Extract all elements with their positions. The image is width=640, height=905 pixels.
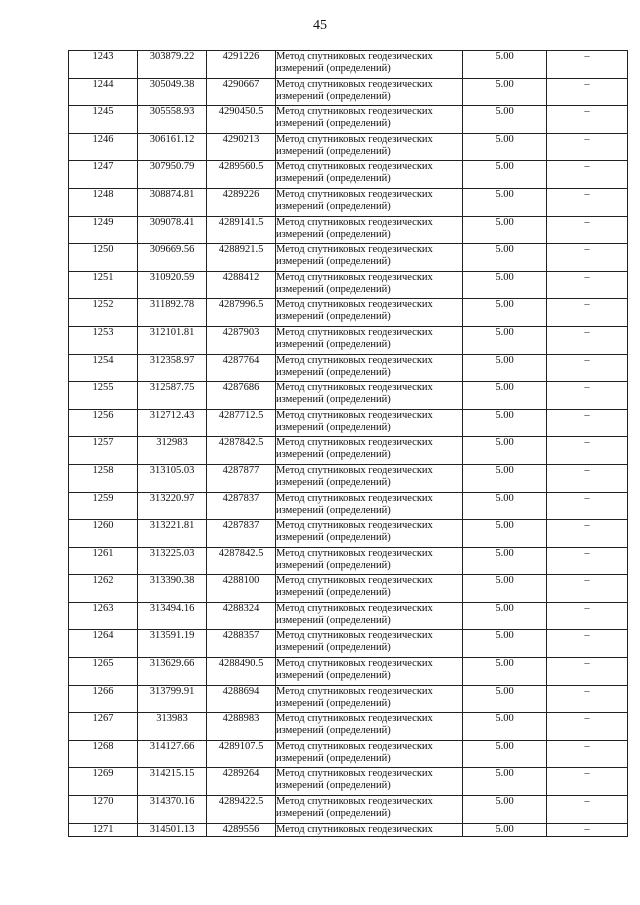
method-cell: Метод спутниковых геодезических измерений (определений) xyxy=(276,51,463,79)
table-row xyxy=(69,409,628,437)
x-coordinate-cell: 308874.81 xyxy=(138,188,207,216)
x-coordinate-cell: 313105.03 xyxy=(138,464,207,492)
table-row xyxy=(69,713,628,741)
x-coordinate-cell: 313390.38 xyxy=(138,575,207,603)
table-row xyxy=(69,630,628,658)
x-coordinate-cell: 314215.15 xyxy=(138,768,207,796)
method-cell: Метод спутниковых геодезических измерений (определений) xyxy=(276,437,463,465)
x-coordinate-cell: 309669.56 xyxy=(138,244,207,272)
note-cell: – xyxy=(547,51,628,79)
table-row xyxy=(69,685,628,713)
method-cell: Метод спутниковых геодезических измерений (определений) xyxy=(276,575,463,603)
point-number-cell: 1268 xyxy=(69,740,138,768)
point-number-cell: 1263 xyxy=(69,602,138,630)
x-coordinate-cell: 313629.66 xyxy=(138,658,207,686)
x-coordinate-cell: 306161.12 xyxy=(138,133,207,161)
y-coordinate-cell: 4289264 xyxy=(207,768,276,796)
x-coordinate-cell: 312983 xyxy=(138,437,207,465)
x-coordinate-cell: 313799.91 xyxy=(138,685,207,713)
method-cell: Метод спутниковых геодезических измерений (определений) xyxy=(276,547,463,575)
y-coordinate-cell: 4290450.5 xyxy=(207,106,276,134)
note-cell: – xyxy=(547,244,628,272)
point-number-cell: 1250 xyxy=(69,244,138,272)
table-row xyxy=(69,188,628,216)
table-row xyxy=(69,299,628,327)
table-row xyxy=(69,326,628,354)
note-cell: – xyxy=(547,492,628,520)
accuracy-cell: 5.00 xyxy=(463,409,547,437)
table-row xyxy=(69,437,628,465)
accuracy-cell: 5.00 xyxy=(463,520,547,548)
method-cell: Метод спутниковых геодезических измерений (определений) xyxy=(276,713,463,741)
method-cell: Метод спутниковых геодезических измерений (определений) xyxy=(276,382,463,410)
method-cell: Метод спутниковых геодезических измерений (определений) xyxy=(276,78,463,106)
y-coordinate-cell: 4289422.5 xyxy=(207,796,276,824)
accuracy-cell: 5.00 xyxy=(463,216,547,244)
table-row xyxy=(69,658,628,686)
accuracy-cell: 5.00 xyxy=(463,51,547,79)
table-row xyxy=(69,796,628,824)
note-cell: – xyxy=(547,602,628,630)
y-coordinate-cell: 4287877 xyxy=(207,464,276,492)
note-cell: – xyxy=(547,630,628,658)
method-cell: Метод спутниковых геодезических измерений (определений) xyxy=(276,630,463,658)
point-number-cell: 1243 xyxy=(69,51,138,79)
x-coordinate-cell: 307950.79 xyxy=(138,161,207,189)
point-number-cell: 1252 xyxy=(69,299,138,327)
method-cell: Метод спутниковых геодезических измерений (определений) xyxy=(276,326,463,354)
point-number-cell: 1262 xyxy=(69,575,138,603)
y-coordinate-cell: 4287837 xyxy=(207,492,276,520)
method-cell: Метод спутниковых геодезических измерений (определений) xyxy=(276,299,463,327)
accuracy-cell: 5.00 xyxy=(463,188,547,216)
x-coordinate-cell: 312587.75 xyxy=(138,382,207,410)
method-cell: Метод спутниковых геодезических измерений (определений) xyxy=(276,768,463,796)
table-row xyxy=(69,740,628,768)
x-coordinate-cell: 313225.03 xyxy=(138,547,207,575)
table-row xyxy=(69,133,628,161)
point-number-cell: 1269 xyxy=(69,768,138,796)
table-row xyxy=(69,464,628,492)
note-cell: – xyxy=(547,713,628,741)
note-cell: – xyxy=(547,796,628,824)
method-cell: Метод спутниковых геодезических измерений (определений) xyxy=(276,492,463,520)
point-number-cell: 1259 xyxy=(69,492,138,520)
y-coordinate-cell: 4288324 xyxy=(207,602,276,630)
y-coordinate-cell: 4288694 xyxy=(207,685,276,713)
accuracy-cell: 5.00 xyxy=(463,740,547,768)
note-cell: – xyxy=(547,768,628,796)
accuracy-cell: 5.00 xyxy=(463,271,547,299)
method-cell: Метод спутниковых геодезических измерений (определений) xyxy=(276,658,463,686)
table-row xyxy=(69,51,628,79)
x-coordinate-cell: 303879.22 xyxy=(138,51,207,79)
accuracy-cell: 5.00 xyxy=(463,437,547,465)
point-number-cell: 1258 xyxy=(69,464,138,492)
point-number-cell: 1266 xyxy=(69,685,138,713)
accuracy-cell: 5.00 xyxy=(463,161,547,189)
point-number-cell: 1260 xyxy=(69,520,138,548)
table-row xyxy=(69,547,628,575)
accuracy-cell: 5.00 xyxy=(463,796,547,824)
note-cell: – xyxy=(547,354,628,382)
point-number-cell: 1248 xyxy=(69,188,138,216)
x-coordinate-cell: 313494.16 xyxy=(138,602,207,630)
y-coordinate-cell: 4291226 xyxy=(207,51,276,79)
note-cell: – xyxy=(547,326,628,354)
table-row xyxy=(69,520,628,548)
x-coordinate-cell: 313220.97 xyxy=(138,492,207,520)
note-cell: – xyxy=(547,382,628,410)
point-number-cell: 1264 xyxy=(69,630,138,658)
accuracy-cell: 5.00 xyxy=(463,106,547,134)
note-cell: – xyxy=(547,216,628,244)
note-cell: – xyxy=(547,658,628,686)
note-cell: – xyxy=(547,78,628,106)
y-coordinate-cell: 4290213 xyxy=(207,133,276,161)
point-number-cell: 1267 xyxy=(69,713,138,741)
y-coordinate-cell: 4287842.5 xyxy=(207,437,276,465)
accuracy-cell: 5.00 xyxy=(463,244,547,272)
note-cell: – xyxy=(547,740,628,768)
method-cell: Метод спутниковых геодезических измерений (определений) xyxy=(276,161,463,189)
note-cell: – xyxy=(547,271,628,299)
point-number-cell: 1271 xyxy=(69,823,138,836)
accuracy-cell: 5.00 xyxy=(463,768,547,796)
point-number-cell: 1245 xyxy=(69,106,138,134)
note-cell: – xyxy=(547,299,628,327)
point-number-cell: 1255 xyxy=(69,382,138,410)
accuracy-cell: 5.00 xyxy=(463,78,547,106)
y-coordinate-cell: 4288357 xyxy=(207,630,276,658)
note-cell: – xyxy=(547,823,628,836)
method-cell: Метод спутниковых геодезических измерений (определений) xyxy=(276,244,463,272)
method-cell: Метод спутниковых геодезических измерений (определений) xyxy=(276,740,463,768)
x-coordinate-cell: 310920.59 xyxy=(138,271,207,299)
point-number-cell: 1265 xyxy=(69,658,138,686)
table-row xyxy=(69,575,628,603)
y-coordinate-cell: 4288490.5 xyxy=(207,658,276,686)
table-row xyxy=(69,823,628,836)
accuracy-cell: 5.00 xyxy=(463,713,547,741)
accuracy-cell: 5.00 xyxy=(463,630,547,658)
accuracy-cell: 5.00 xyxy=(463,354,547,382)
y-coordinate-cell: 4287837 xyxy=(207,520,276,548)
method-cell: Метод спутниковых геодезических измерений (определений) xyxy=(276,602,463,630)
accuracy-cell: 5.00 xyxy=(463,547,547,575)
x-coordinate-cell: 314370.16 xyxy=(138,796,207,824)
y-coordinate-cell: 4287903 xyxy=(207,326,276,354)
note-cell: – xyxy=(547,188,628,216)
y-coordinate-cell: 4289141.5 xyxy=(207,216,276,244)
table-row xyxy=(69,216,628,244)
coordinates-table xyxy=(68,50,628,837)
method-cell: Метод спутниковых геодезических xyxy=(276,823,463,836)
point-number-cell: 1251 xyxy=(69,271,138,299)
point-number-cell: 1244 xyxy=(69,78,138,106)
point-number-cell: 1256 xyxy=(69,409,138,437)
point-number-cell: 1261 xyxy=(69,547,138,575)
x-coordinate-cell: 312358.97 xyxy=(138,354,207,382)
method-cell: Метод спутниковых геодезических измерений (определений) xyxy=(276,520,463,548)
y-coordinate-cell: 4288412 xyxy=(207,271,276,299)
table-row xyxy=(69,78,628,106)
y-coordinate-cell: 4289226 xyxy=(207,188,276,216)
accuracy-cell: 5.00 xyxy=(463,602,547,630)
y-coordinate-cell: 4287764 xyxy=(207,354,276,382)
method-cell: Метод спутниковых геодезических измерений (определений) xyxy=(276,216,463,244)
x-coordinate-cell: 305049.38 xyxy=(138,78,207,106)
x-coordinate-cell: 314127.66 xyxy=(138,740,207,768)
x-coordinate-cell: 313983 xyxy=(138,713,207,741)
accuracy-cell: 5.00 xyxy=(463,575,547,603)
method-cell: Метод спутниковых геодезических измерений (определений) xyxy=(276,685,463,713)
y-coordinate-cell: 4287996.5 xyxy=(207,299,276,327)
accuracy-cell: 5.00 xyxy=(463,133,547,161)
point-number-cell: 1247 xyxy=(69,161,138,189)
accuracy-cell: 5.00 xyxy=(463,326,547,354)
note-cell: – xyxy=(547,133,628,161)
note-cell: – xyxy=(547,520,628,548)
table-row xyxy=(69,161,628,189)
point-number-cell: 1246 xyxy=(69,133,138,161)
table-row xyxy=(69,382,628,410)
method-cell: Метод спутниковых геодезических измерений (определений) xyxy=(276,796,463,824)
note-cell: – xyxy=(547,575,628,603)
y-coordinate-cell: 4289560.5 xyxy=(207,161,276,189)
table-row xyxy=(69,602,628,630)
accuracy-cell: 5.00 xyxy=(463,492,547,520)
point-number-cell: 1254 xyxy=(69,354,138,382)
method-cell: Метод спутниковых геодезических измерений (определений) xyxy=(276,464,463,492)
note-cell: – xyxy=(547,685,628,713)
x-coordinate-cell: 313591.19 xyxy=(138,630,207,658)
table-row xyxy=(69,492,628,520)
method-cell: Метод спутниковых геодезических измерений (определений) xyxy=(276,271,463,299)
table-row xyxy=(69,271,628,299)
x-coordinate-cell: 312101.81 xyxy=(138,326,207,354)
y-coordinate-cell: 4288921.5 xyxy=(207,244,276,272)
y-coordinate-cell: 4287712.5 xyxy=(207,409,276,437)
method-cell: Метод спутниковых геодезических измерений (определений) xyxy=(276,188,463,216)
note-cell: – xyxy=(547,106,628,134)
x-coordinate-cell: 312712.43 xyxy=(138,409,207,437)
method-cell: Метод спутниковых геодезических измерений (определений) xyxy=(276,409,463,437)
y-coordinate-cell: 4289556 xyxy=(207,823,276,836)
x-coordinate-cell: 314501.13 xyxy=(138,823,207,836)
accuracy-cell: 5.00 xyxy=(463,299,547,327)
method-cell: Метод спутниковых геодезических измерений (определений) xyxy=(276,106,463,134)
note-cell: – xyxy=(547,437,628,465)
y-coordinate-cell: 4290667 xyxy=(207,78,276,106)
table-row xyxy=(69,244,628,272)
note-cell: – xyxy=(547,161,628,189)
method-cell: Метод спутниковых геодезических измерений (определений) xyxy=(276,354,463,382)
note-cell: – xyxy=(547,547,628,575)
accuracy-cell: 5.00 xyxy=(463,823,547,836)
x-coordinate-cell: 311892.78 xyxy=(138,299,207,327)
table-row xyxy=(69,768,628,796)
x-coordinate-cell: 313221.81 xyxy=(138,520,207,548)
x-coordinate-cell: 309078.41 xyxy=(138,216,207,244)
note-cell: – xyxy=(547,464,628,492)
y-coordinate-cell: 4288100 xyxy=(207,575,276,603)
table-row xyxy=(69,106,628,134)
table-row xyxy=(69,354,628,382)
point-number-cell: 1257 xyxy=(69,437,138,465)
accuracy-cell: 5.00 xyxy=(463,382,547,410)
accuracy-cell: 5.00 xyxy=(463,685,547,713)
point-number-cell: 1253 xyxy=(69,326,138,354)
y-coordinate-cell: 4287686 xyxy=(207,382,276,410)
accuracy-cell: 5.00 xyxy=(463,464,547,492)
accuracy-cell: 5.00 xyxy=(463,658,547,686)
x-coordinate-cell: 305558.93 xyxy=(138,106,207,134)
y-coordinate-cell: 4288983 xyxy=(207,713,276,741)
coordinates-table-body xyxy=(69,51,628,837)
note-cell: – xyxy=(547,409,628,437)
y-coordinate-cell: 4287842.5 xyxy=(207,547,276,575)
y-coordinate-cell: 4289107.5 xyxy=(207,740,276,768)
point-number-cell: 1270 xyxy=(69,796,138,824)
page-number: 45 xyxy=(313,18,327,33)
method-cell: Метод спутниковых геодезических измерений (определений) xyxy=(276,133,463,161)
point-number-cell: 1249 xyxy=(69,216,138,244)
